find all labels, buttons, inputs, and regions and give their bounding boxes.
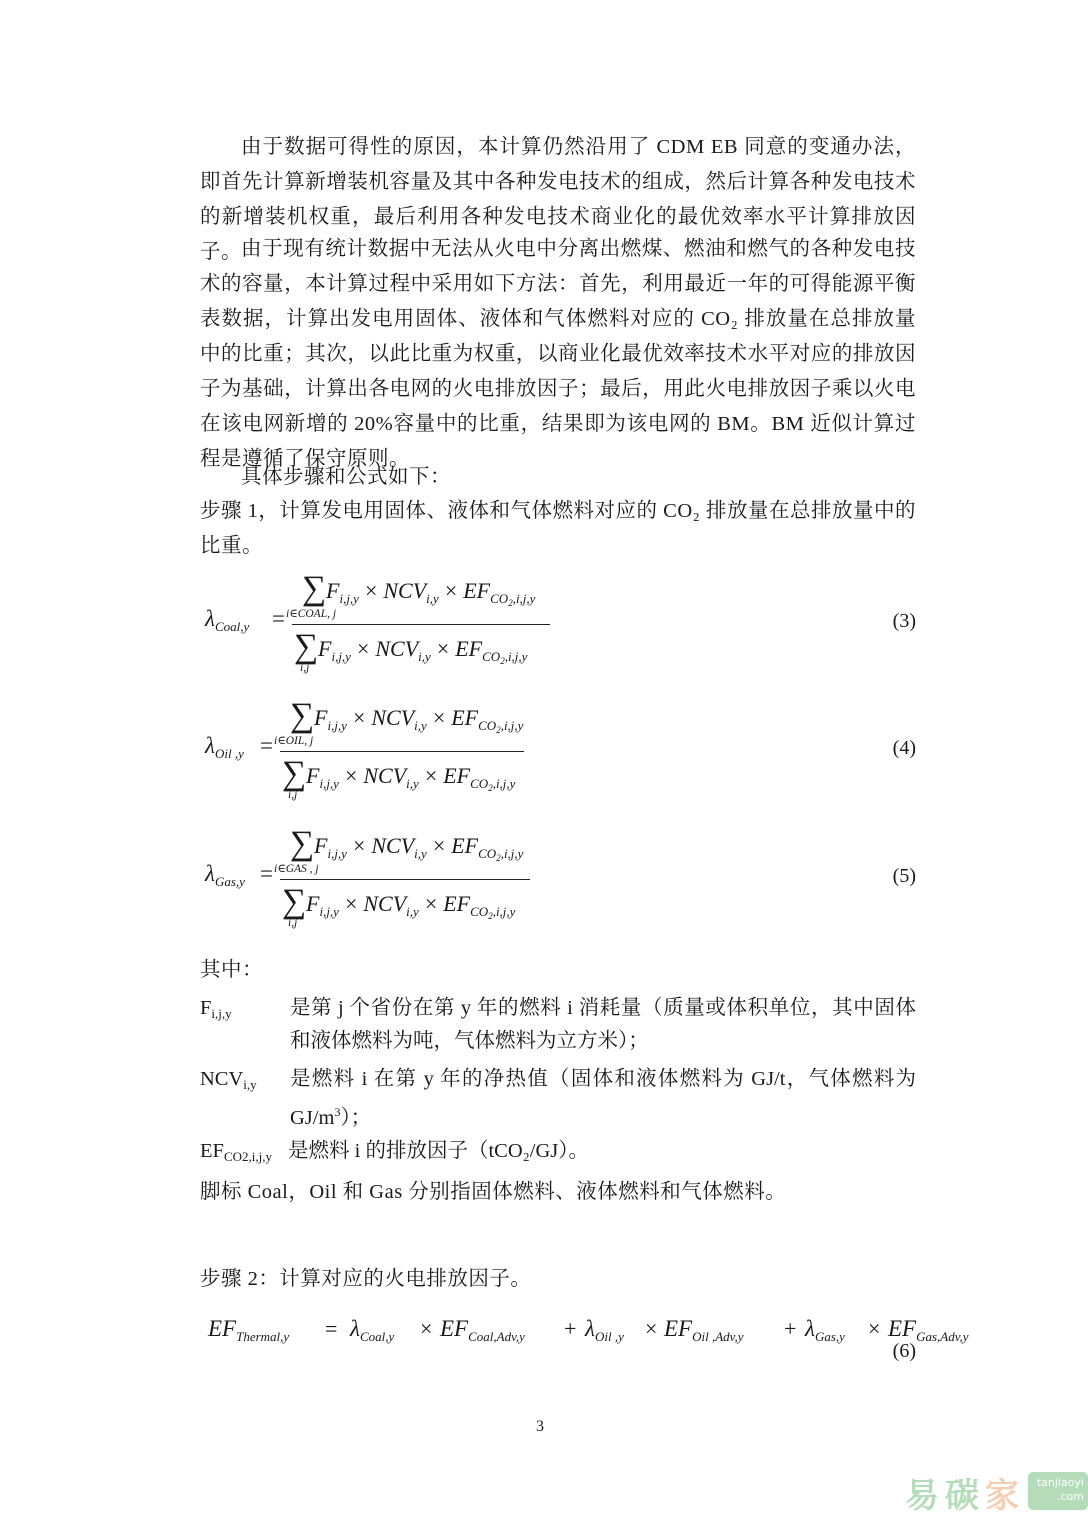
watermark-char: 碳 xyxy=(945,1476,979,1516)
definition-symbol: EFCO2,i,j,y xyxy=(200,1140,272,1164)
eq6-lambda-coal: $\lambda_{Coal,y}$ xyxy=(350,1316,395,1344)
numerator-times: × xyxy=(432,705,446,730)
denominator-times: × xyxy=(344,763,358,788)
denominator-f-sub: i,j,y xyxy=(331,649,351,664)
denominator-ncv-sub: i,y xyxy=(418,649,431,664)
sum-index: i∈COAL, j xyxy=(286,608,337,620)
denominator-ncv: NCV xyxy=(363,763,407,788)
denominator-f-sub: i,j,y xyxy=(319,776,339,791)
sum-symbol: ∑ xyxy=(282,755,307,792)
step-1-text: 步骤 1，计算发电用固体、液体和气体燃料对应的 CO₂ 排放量在总排放量中的比重。 xyxy=(200,500,916,557)
equation-number: (3) xyxy=(892,610,916,632)
fraction-bar xyxy=(280,751,524,752)
numerator-ncv: NCV xyxy=(371,833,415,858)
definition-ef xyxy=(200,1135,916,1170)
ef-sub-2: 2 xyxy=(496,725,501,735)
sum-symbol: ∑ xyxy=(290,697,315,734)
ef-sub-rest: ,i,j,y xyxy=(504,649,528,664)
definition-text: 是燃料 i 在第 y 年的净热值（固体和液体燃料为 GJ/t，气体燃料为 $GJ/m^3$）； xyxy=(290,1068,916,1129)
denominator-ef-sub xyxy=(470,776,515,791)
watermark-logo xyxy=(905,1468,1084,1520)
ef-sub-co: CO xyxy=(490,591,509,606)
sum-index: i,j xyxy=(300,662,310,674)
sum-index: i,j xyxy=(288,789,298,801)
eq6-lhs: $EF_{Thermal,y}$ xyxy=(208,1316,290,1344)
denominator-ncv-sub: i,y xyxy=(406,904,419,919)
ef-sub-2: 2 xyxy=(496,853,501,863)
page-number: 3 xyxy=(536,1418,544,1435)
denominator-times: × xyxy=(344,891,358,916)
ef-sub-rest: ,i,j,y xyxy=(500,718,524,733)
denominator-ncv: NCV xyxy=(363,891,407,916)
numerator-ncv: NCV xyxy=(383,578,427,603)
numerator-times: × xyxy=(444,578,458,603)
numerator-times: × xyxy=(364,578,378,603)
numerator-ef: EF xyxy=(463,578,491,603)
sum-symbol: ∑ xyxy=(282,883,307,920)
ef-sub-2: 2 xyxy=(488,783,493,793)
equation-number: (6) xyxy=(892,1340,916,1362)
equation-5 xyxy=(200,825,916,935)
sum-symbol: ∑ xyxy=(294,628,319,665)
numerator-f: F xyxy=(314,833,328,858)
definition-symbol: NCVi,y xyxy=(200,1068,257,1092)
denominator xyxy=(306,763,515,793)
denominator-times: × xyxy=(356,636,370,661)
lambda-symbol: λ xyxy=(205,861,215,886)
denominator-times: × xyxy=(424,763,438,788)
watermark-badge xyxy=(1028,1472,1088,1510)
numerator-f-sub: i,j,y xyxy=(339,591,359,606)
numerator-ef-sub xyxy=(478,846,523,861)
denominator-ncv-sub: i,y xyxy=(406,776,419,791)
watermark-tld: .com xyxy=(1057,1490,1084,1503)
numerator-ef: EF xyxy=(451,833,479,858)
numerator-times: × xyxy=(432,833,446,858)
lambda-symbol: λ xyxy=(205,606,215,631)
numerator xyxy=(314,833,523,863)
denominator-times: × xyxy=(424,891,438,916)
equation-number: (4) xyxy=(892,737,916,759)
eq6-ef-oil: $EF_{Oil ,Adv,y}$ xyxy=(664,1316,744,1344)
eq6-ef-gas: $EF_{Gas,Adv,y}$ xyxy=(888,1316,969,1344)
numerator-times: × xyxy=(352,833,366,858)
ef-sub-rest: ,i,j,y xyxy=(500,846,524,861)
sum-index: i∈GAS , j xyxy=(274,863,319,875)
numerator-f-sub: i,j,y xyxy=(327,718,347,733)
eq6-plus: + xyxy=(564,1316,577,1341)
numerator-times: × xyxy=(352,705,366,730)
sum-index: i,j xyxy=(288,917,298,929)
denominator-ef: EF xyxy=(443,891,471,916)
fraction-bar xyxy=(280,879,530,880)
numerator xyxy=(326,578,535,608)
denominator-f-sub: i,j,y xyxy=(319,904,339,919)
ef-sub-rest: ,i,j,y xyxy=(492,776,516,791)
eq6-ef-coal: $EF_{Coal,Adv,y}$ xyxy=(440,1316,525,1344)
watermark-char: 家 xyxy=(985,1476,1019,1516)
paragraph-method-intro: 由于数据可得性的原因，本计算仍然沿用了 CDM EB 同意的变通办法，即首先计算新增装机容量及其中各种发电技术的组成，然后计算各种发电技术的新增装机权重，最后利用各种发电技术商业化的最优效率水平计算排放因子。 xyxy=(200,136,916,263)
eq6-plus: + xyxy=(784,1316,797,1341)
denominator xyxy=(306,891,515,921)
denominator-f: F xyxy=(306,891,320,916)
lambda-subscript: Oil ,y xyxy=(214,746,244,761)
denominator-f: F xyxy=(306,763,320,788)
ef-sub-co: CO xyxy=(482,649,501,664)
equals-sign: = xyxy=(260,733,273,758)
fraction-bar xyxy=(292,624,550,625)
numerator-f: F xyxy=(314,705,328,730)
definition-f xyxy=(200,992,916,1062)
equation-number: (5) xyxy=(892,865,916,887)
numerator-ncv-sub: i,y xyxy=(414,718,427,733)
fraction xyxy=(274,697,554,807)
numerator-ncv-sub: i,y xyxy=(426,591,439,606)
definition-text: 是第 j 个省份在第 y 年的燃料 i 消耗量（质量或体积单位，其中固体和液体燃料为吨，气体燃料为立方米）； xyxy=(290,997,916,1052)
equation-4 xyxy=(200,697,916,807)
eq6-lambda-oil: $\lambda_{Oil ,y}$ xyxy=(585,1316,624,1344)
definition-text: 是燃料 i 的排放因子（tCO₂/GJ）。 xyxy=(288,1140,589,1162)
equation-lhs xyxy=(205,733,244,762)
equation-lhs xyxy=(205,861,245,890)
numerator-ef-sub xyxy=(478,718,523,733)
numerator-ef-sub xyxy=(490,591,535,606)
numerator-ef: EF xyxy=(451,705,479,730)
ef-sub-rest: ,i,j,y xyxy=(512,591,536,606)
equation-6 xyxy=(200,1310,969,1370)
ef-sub-2: 2 xyxy=(500,656,505,666)
lambda-symbol: λ xyxy=(205,733,215,758)
numerator-f: F xyxy=(326,578,340,603)
lambda-subscript: Coal,y xyxy=(214,619,250,634)
paragraph-steps-intro: 具体步骤和公式如下： xyxy=(241,466,451,488)
denominator-times: × xyxy=(436,636,450,661)
eq6-times: × xyxy=(645,1316,658,1341)
numerator xyxy=(314,705,523,735)
equation-lhs xyxy=(205,606,249,635)
definition-ncv xyxy=(200,1063,916,1133)
ef-sub-co: CO xyxy=(478,718,497,733)
fraction xyxy=(286,570,566,680)
eq6-times: × xyxy=(420,1316,433,1341)
ef-sub-co: CO xyxy=(478,846,497,861)
denominator-ncv: NCV xyxy=(375,636,419,661)
eq6-lambda-gas: $\lambda_{Gas,y}$ xyxy=(805,1316,845,1344)
denominator-f: F xyxy=(318,636,332,661)
paragraph-method-detail: 由于现有统计数据中无法从火电中分离出燃煤、燃油和燃气的各种发电技术的容量，本计算过程中采用如下方法：首先，利用最近一年的可得能源平衡表数据，计算出发电用固体、液体和气体燃料对应的 CO₂ 排放量在总排放量中的比重；其次，以此比重为权重，以商业化最优效率技术水平对应的排放因子为基础，计算出各电网的火电排放因子；最后，用此火电排放因子乘以火电在该电网新增的 20%容量中的比重，结果即为该电网的 BM。BM 近似计算过程是遵循了保守原则。 xyxy=(200,238,916,470)
watermark-char: 易 xyxy=(905,1476,939,1516)
step-2-text: 步骤 2：计算对应的火电排放因子。 xyxy=(200,1268,532,1290)
watermark-domain: tanjiaoyi xyxy=(1036,1476,1084,1489)
where-label: 其中： xyxy=(200,959,263,981)
ef-sub-co: CO xyxy=(470,904,489,919)
denominator-ef: EF xyxy=(443,763,471,788)
denominator xyxy=(318,636,527,666)
numerator-ncv: NCV xyxy=(371,705,415,730)
definition-symbol: Fi,j,y xyxy=(200,997,232,1021)
sum-symbol: ∑ xyxy=(302,570,327,607)
ef-sub-2: 2 xyxy=(508,598,513,608)
equation-3 xyxy=(200,570,916,680)
subscripts-note: 脚标 Coal，Oil 和 Gas 分别指固体燃料、液体燃料和气体燃料。 xyxy=(200,1181,787,1203)
sum-index: i∈OIL, j xyxy=(274,735,314,747)
ef-sub-co: CO xyxy=(470,776,489,791)
lambda-subscript: Gas,y xyxy=(214,874,245,889)
denominator-ef-sub xyxy=(482,649,527,664)
fraction xyxy=(274,825,554,935)
numerator-f-sub: i,j,y xyxy=(327,846,347,861)
equals-sign: = xyxy=(260,861,273,886)
equals-sign: = xyxy=(272,606,285,631)
sum-symbol: ∑ xyxy=(290,825,315,862)
eq6-equals: = xyxy=(325,1316,338,1341)
numerator-ncv-sub: i,y xyxy=(414,846,427,861)
ef-sub-2: 2 xyxy=(488,911,493,921)
denominator-ef-sub xyxy=(470,904,515,919)
eq6-times: × xyxy=(868,1316,881,1341)
denominator-ef: EF xyxy=(455,636,483,661)
ef-sub-rest: ,i,j,y xyxy=(492,904,516,919)
